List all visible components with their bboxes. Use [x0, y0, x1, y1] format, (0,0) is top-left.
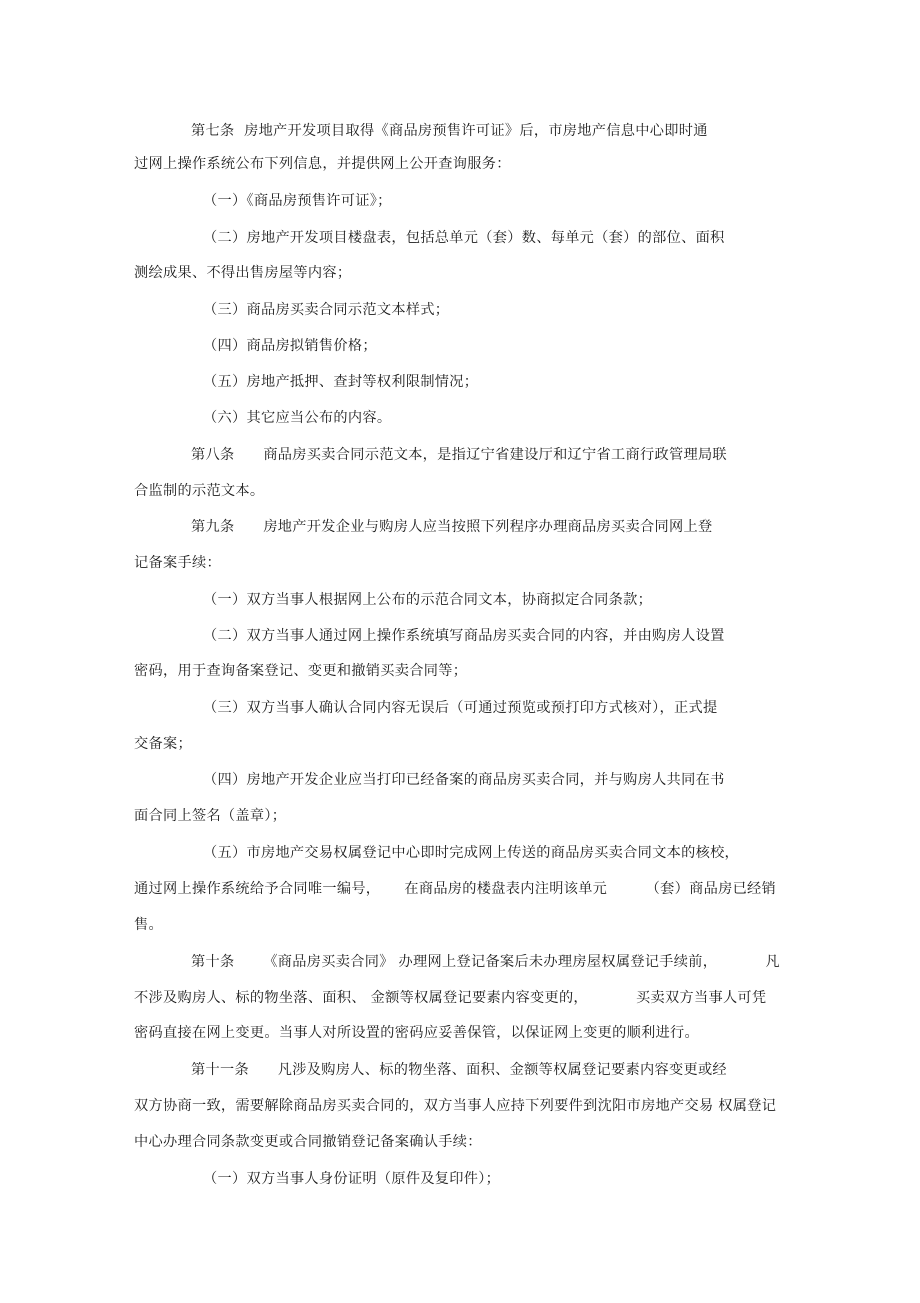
article-8-line-2: 合监制的示范文本。: [134, 483, 265, 499]
article-7-item-2-line-2: 测绘成果、不得出售房屋等内容；: [134, 265, 352, 281]
article-9-item-2-line-2: 密码，用于查询备案登记、变更和撤销买卖合同等；: [134, 663, 468, 679]
article-7-item-2-line-1: （二）房地产开发项目楼盘表，包括总单元（套）数、每单元（套）的部位、面积: [203, 230, 725, 246]
article-9-item-3-line-2: 交备案；: [134, 736, 192, 752]
article-9-item-4-line-1: （四）房地产开发企业应当打印已经备案的商品房买卖合同，并与购房人共同在书: [203, 772, 725, 788]
article-9-item-5-line-3: 售。: [134, 917, 163, 933]
article-9-item-1: （一）双方当事人根据网上公布的示范合同文本，协商拟定合同条款；: [203, 592, 653, 608]
article-9-item-5-line-2: 通过网上操作系统给予合同唯一编号， 在商品房的楼盘表内注明该单元 （套）商品房已经销: [134, 881, 777, 897]
article-9-item-2-line-1: （二）双方当事人通过网上操作系统填写商品房买卖合同的内容，并由购房人设置: [203, 628, 725, 644]
article-9-line-2: 记备案手续：: [134, 555, 221, 571]
article-10-line-3: 密码直接在网上变更。当事人对所设置的密码应妥善保管，以保证网上变更的顺利进行。: [134, 1025, 700, 1041]
article-11-line-1: 第十一条 凡涉及购房人、标的物坐落、面积、金额等权属登记要素内容变更或经: [191, 1062, 727, 1078]
article-9-line-1: 第九条 房地产开发企业与购房人应当按照下列程序办理商品房买卖合同网上登: [191, 519, 713, 535]
article-9-item-5-line-1: （五）市房地产交易权属登记中心即时完成网上传送的商品房买卖合同文本的核校，: [203, 845, 740, 861]
article-8-line-1: 第八条 商品房买卖合同示范文本，是指辽宁省建设厅和辽宁省工商行政管理局联: [191, 447, 727, 463]
article-11-item-1: （一）双方当事人身份证明（原件及复印件）；: [203, 1171, 501, 1187]
article-7-line-1: 第七条 房地产开发项目取得《商品房预售许可证》后，市房地产信息中心即时通: [191, 123, 708, 139]
article-11-line-2: 双方协商一致，需要解除商品房买卖合同的，双方当事人应持下列要件到沈阳市房地产交易 权属登记: [134, 1098, 777, 1114]
article-10-line-1: 第十条 《商品房买卖合同》 办理网上登记备案后未办理房屋权属登记手续前， 凡: [191, 954, 780, 970]
article-7-item-6: （六）其它应当公布的内容。: [203, 410, 392, 426]
article-10-line-2: 不涉及购房人、标的物坐落、面积、 金额等权属登记要素内容变更的， 买卖双方当事人可凭: [134, 990, 767, 1006]
article-9-item-4-line-2: 面合同上签名（盖章）；: [134, 808, 287, 824]
article-7-item-4: （四）商品房拟销售价格；: [203, 338, 377, 354]
article-7-item-5: （五）房地产抵押、查封等权利限制情况；: [203, 374, 479, 390]
article-7-item-1: （一）《商品房预售许可证》；: [203, 193, 392, 209]
article-7-line-2: 过网上操作系统公布下列信息，并提供网上公开查询服务：: [134, 156, 511, 172]
article-11-line-3: 中心办理合同条款变更或合同撤销登记备案确认手续：: [134, 1134, 482, 1150]
article-7-item-3: （三）商品房买卖合同示范文本样式；: [203, 302, 450, 318]
article-9-item-3-line-1: （三）双方当事人确认合同内容无误后（可通过预览或预打印方式核对），正式提: [203, 700, 718, 716]
